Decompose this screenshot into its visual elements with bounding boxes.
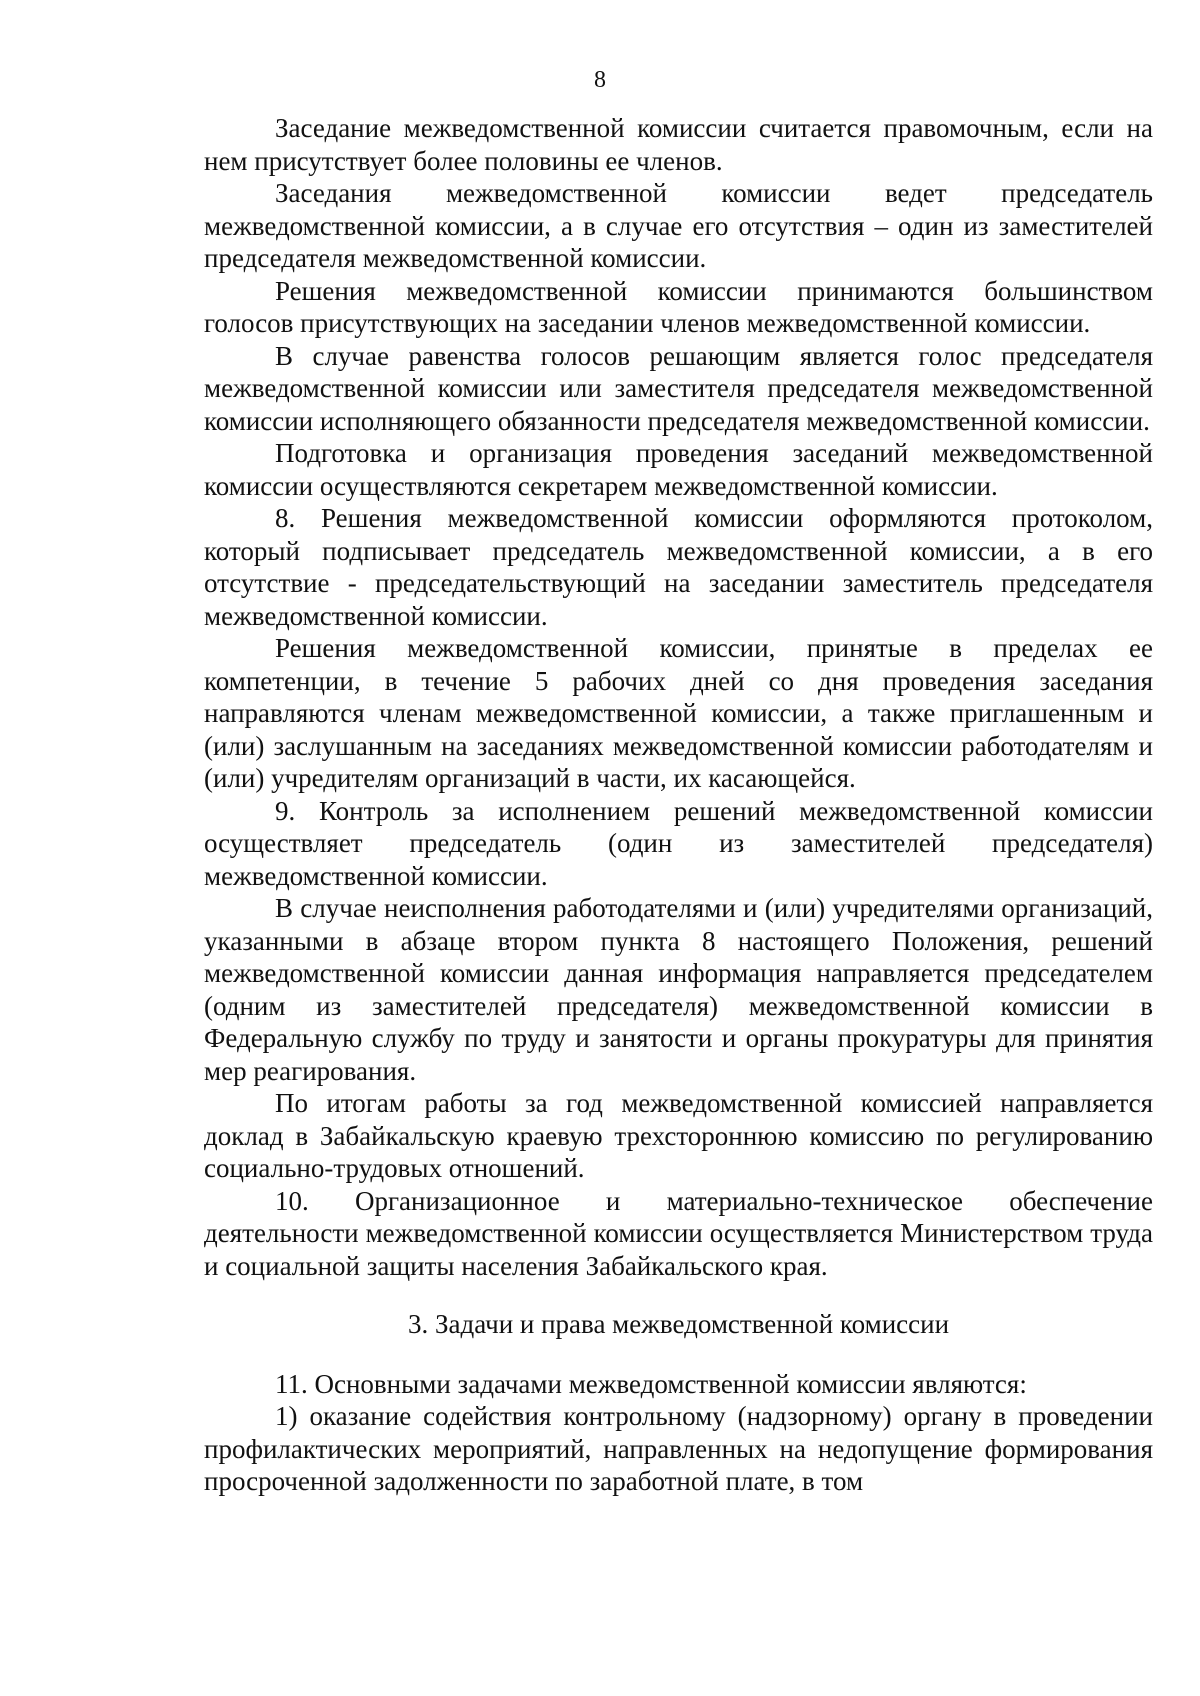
paragraph-decisions-distribution: Решения межведомственной комиссии, принятые в пределах ее компетенции, в течение 5 рабочих дней со дня проведения заседания направляются членам межведомственной комиссии, а также приглашенным и (или) заслушанным на заседаниях межведомственной комиссии работодателям и (или) учредителям организаций в части, их касающейся.: [204, 633, 1153, 793]
section-heading: 3. Задачи и права межведомственной комиссии: [407, 1309, 950, 1339]
paragraph-secretary: Подготовка и организация проведения заседаний межведомственной комиссии осуществляются секретарем межведомственной комиссии.: [204, 438, 1153, 501]
paragraph-tie-vote: В случае равенства голосов решающим является голос председателя межведомственной комиссии или заместителя председателя межведомственной комиссии исполняющего обязанности председателя межведомственной комиссии.: [204, 340, 1153, 436]
paragraph-non-compliance: В случае неисполнения работодателями и (или) учредителями организаций, указанными в абзаце втором пункта 8 настоящего Положения, решений межведомственной комиссии данная информация направляется председателем (одним из заместителей председателя) межведомственной комиссии в Федеральную службу по труду и занятости и органы прокуратуры для принятия мер реагирования.: [204, 893, 1153, 1086]
page-number: 8: [594, 67, 606, 93]
paragraph-item-8-protocol: 8. Решения межведомственной комиссии оформляются протоколом, который подписывает председатель межведомственной комиссии, а в его отсутствие - председательствующий на заседании заместитель председателя межведомственной комиссии.: [204, 503, 1153, 631]
paragraph-item-10-support: 10. Организационное и материально-техническое обеспечение деятельности межведомственной комиссии осуществляется Министерством труда и социальной защиты населения Забайкальского края.: [204, 1185, 1153, 1281]
paragraph-majority-vote: Решения межведомственной комиссии принимаются большинством голосов присутствующих на заседании членов межведомственной комиссии.: [204, 275, 1153, 338]
paragraph-item-9-control: 9. Контроль за исполнением решений межведомственной комиссии осуществляет председатель (один из заместителей председателя) межведомственной комиссии.: [204, 795, 1153, 891]
paragraph-annual-report: По итогам работы за год межведомственной комиссией направляется доклад в Забайкальскую краевую трехстороннюю комиссию по регулированию социально-трудовых отношений.: [204, 1088, 1153, 1183]
paragraph-item-11-tasks: 11. Основными задачами межведомственной комиссии являются:: [275, 1368, 1027, 1399]
paragraph-task-1: 1) оказание содействия контрольному (надзорному) органу в проведении профилактических мероприятий, направленных на недопущение формирования просроченной задолженности по заработной плате, в том: [204, 1401, 1153, 1496]
paragraph-meeting-chair: Заседания межведомственной комиссии ведет председатель межведомственной комиссии, а в случае его отсутствия – один из заместителей председателя межведомственной комиссии.: [204, 178, 1153, 273]
document-body: [204, 112, 1153, 1498]
paragraph-quorum: Заседание межведомственной комиссии считается правомочным, если на нем присутствует более половины ее членов.: [204, 113, 1153, 176]
